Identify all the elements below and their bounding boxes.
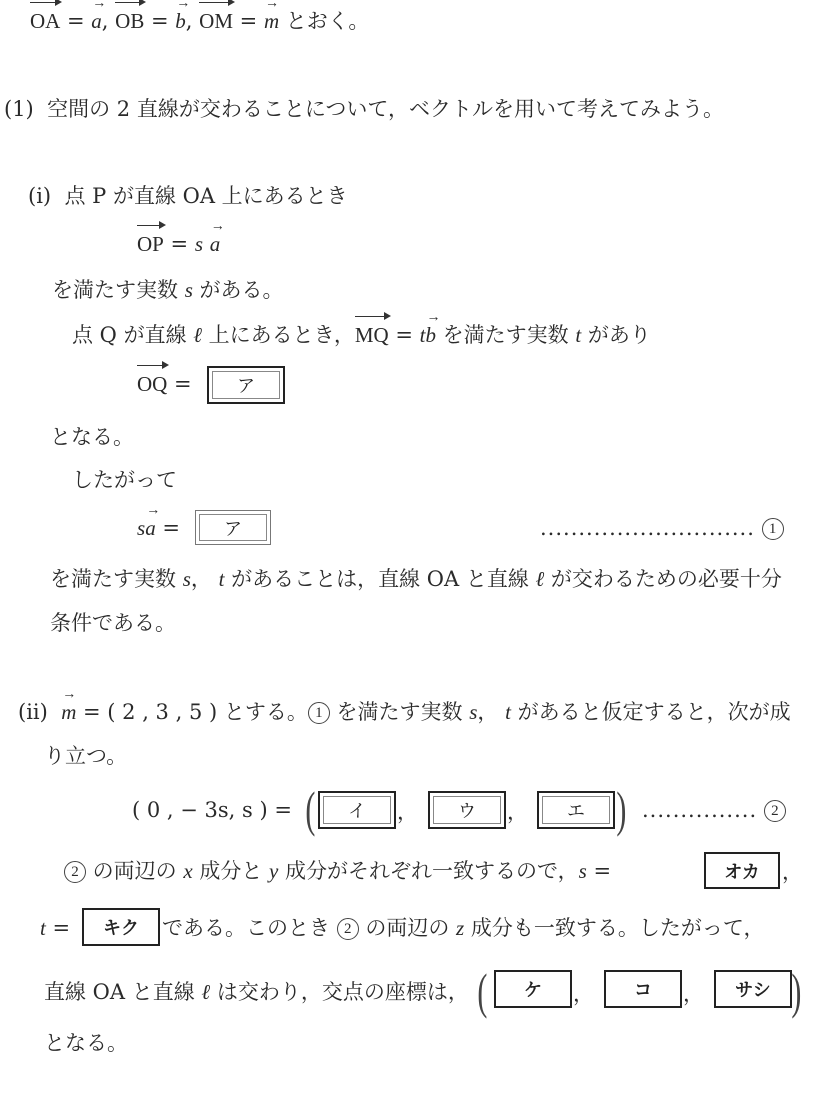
- part1-text: 空間の 2 直線が交わることについて，ベクトルを用いて考えてみよう。: [47, 97, 724, 121]
- equation-OP: OP = s a →: [137, 229, 220, 259]
- sub-ii-line6: となる。: [44, 1031, 128, 1055]
- vector-b: b →: [175, 6, 186, 36]
- part1-heading: [4, 94, 724, 124]
- answer-box-kiku[interactable]: キク: [82, 908, 160, 946]
- equation-OQ: OQ =: [137, 369, 192, 399]
- equation-2-marker: ............... 2: [642, 795, 786, 825]
- part1-label: (1): [4, 97, 34, 121]
- comma: ，: [782, 860, 803, 884]
- vector-OB: OB: [115, 6, 144, 36]
- sub-i-line4: となる。: [50, 425, 134, 449]
- sub-ii-label: (ii): [18, 700, 48, 724]
- vector-m: m →: [264, 6, 279, 36]
- sub-i-line7: 条件である。: [50, 611, 176, 635]
- sub-ii-line2: り立つ。: [44, 744, 128, 768]
- answer-box-a-repeat[interactable]: ア: [195, 510, 271, 545]
- sub-ii-line4: である。このとき 2 の両辺の z 成分も一致する。したがって，: [162, 916, 765, 940]
- answer-box-a[interactable]: ア: [207, 366, 285, 404]
- right-paren: ): [791, 963, 802, 1019]
- equation-2-lhs: ( 0 , − 3s, s ) =: [132, 798, 292, 822]
- intro-definitions: OA = a →, OB = b →, OM = m → とおく。: [30, 6, 369, 36]
- right-paren: ): [616, 781, 627, 837]
- answer-box-sashi[interactable]: サシ: [714, 970, 792, 1008]
- equation-1: sa → =: [137, 513, 180, 543]
- circled-number-2: 2: [764, 800, 786, 822]
- answer-box-e[interactable]: エ: [537, 791, 615, 829]
- vector-a: a →: [91, 6, 102, 36]
- answer-box-ko[interactable]: コ: [604, 970, 682, 1008]
- answer-box-oka[interactable]: オカ: [704, 852, 780, 889]
- sub-i-line6: を満たす実数 s， t があることは，直線 OA と直線 ℓ が交わるための必要十分: [50, 567, 782, 591]
- sub-ii-line1: (ii) m → = ( 2 , 3 , 5 ) とする。 1 を満たす実数 s， t があると仮定すると，次が成: [18, 697, 791, 727]
- sub-ii-line5: 直線 OA と直線 ℓ は交わり，交点の座標は，: [44, 980, 469, 1004]
- answer-box-ke[interactable]: ケ: [494, 970, 572, 1008]
- equation-1-marker: ............................ 1: [540, 513, 784, 543]
- sub-ii-line3: 2 の両辺の x 成分と y 成分がそれぞれ一致するので，s =: [64, 856, 611, 886]
- separator: ，: [683, 982, 704, 1006]
- sub-i-line2: を満たす実数 s がある。: [52, 278, 284, 302]
- answer-box-u[interactable]: ウ: [428, 791, 506, 829]
- left-paren: (: [477, 963, 488, 1019]
- sub-ii-line4-t: t =: [40, 916, 71, 940]
- sub-i-label: (i): [28, 184, 52, 208]
- vector-OA: OA: [30, 6, 60, 36]
- separator: ，: [397, 800, 418, 824]
- sub-i-line1: (i) 点 P が直線 OA 上にあるとき: [28, 184, 348, 208]
- vector-OM: OM: [199, 6, 233, 36]
- sub-i-line5: したがって: [72, 468, 177, 492]
- separator: ，: [573, 982, 594, 1006]
- answer-box-i[interactable]: イ: [318, 791, 396, 829]
- circled-number-1: 1: [762, 518, 784, 540]
- left-paren: (: [305, 781, 316, 837]
- sub-i-line3: 点 Q が直線 ℓ 上にあるとき，MQ = tb → を満たす実数 t があり: [72, 320, 651, 350]
- separator: ，: [507, 800, 528, 824]
